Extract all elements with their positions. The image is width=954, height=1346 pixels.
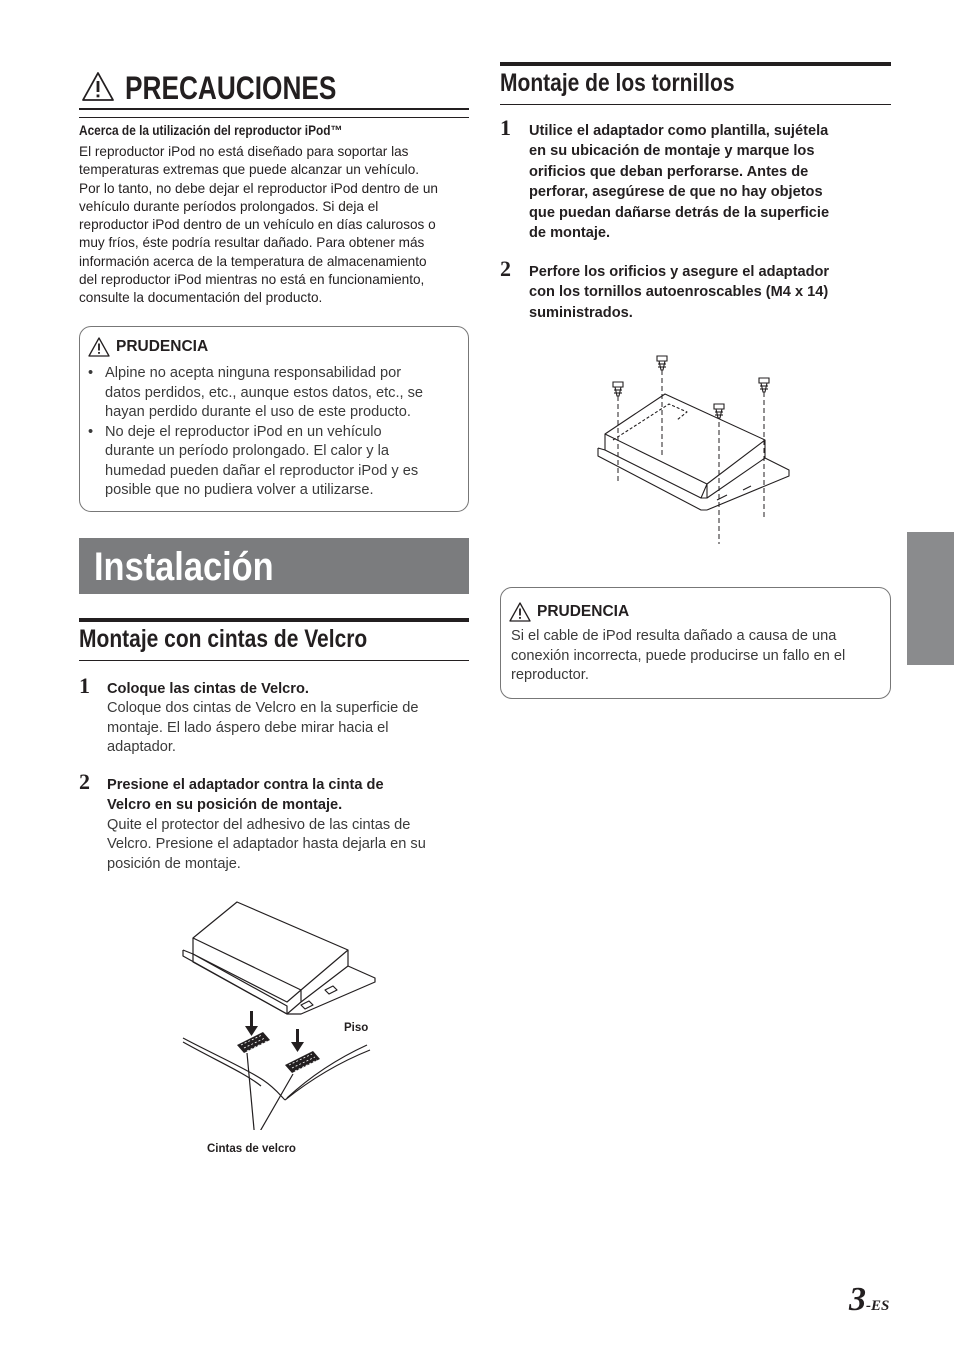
- list-item: • Alpine no acepta ninguna responsabilidad por datos perdidos, etc., aunque estos datos, etc., se hayan perdido durante el uso de este producto.: [80, 364, 465, 423]
- caution-box-2: [500, 587, 891, 699]
- instalacion-title: Instalación: [94, 545, 274, 589]
- caution-text-2: Si el cable de iPod resulta dañado a causa de una conexión incorrecta, puede producirse un fallo en el reproductor.: [511, 628, 846, 683]
- caution-title-2: PRUDENCIA: [509, 602, 629, 622]
- warning-icon: [81, 71, 115, 102]
- warning-icon: [88, 337, 110, 357]
- arrow-down-icon: [291, 1029, 304, 1052]
- tornillos-title: Montaje de los tornillos: [500, 69, 735, 97]
- screw-icon: [657, 356, 667, 370]
- tornillos-step-2: Perfore los orificios y asegure el adaptador con los tornillos autoenroscables (M4 x 14) suministrados.: [529, 264, 830, 321]
- ipod-paragraph: El reproductor iPod no está diseñado para soportar las temperaturas extremas que puede alcanzar un vehículo. Por lo tanto, no debe dejar el reproductor iPod dentro de un vehículo durante períodos prolongados. Si deja el reproductor iPod dentro de un vehículo en días calurosos o muy fríos, éste podría resultar dañado. Para obtener más información acerca de la temperatura de almacenamiento del reproductor iPod mientras no está en funcionamiento, consulte la documentación del producto.: [79, 144, 438, 306]
- tornillos-step-2-number: 2: [500, 256, 511, 281]
- tornillos-top-rule: [500, 62, 891, 66]
- side-tab: [907, 532, 954, 665]
- screw-mounting-illustration: [593, 348, 793, 554]
- caution-title-1: PRUDENCIA: [88, 337, 208, 357]
- tornillos-step-1: Utilice el adaptador como plantilla, sujétela en su ubicación de montaje y marque los orificios que deban perforarse. Antes de perforar, asegúrese de que no hay objetos que puedan dañarse detrás de la superficie de montaje.: [529, 123, 830, 242]
- caution-box-1: [79, 326, 469, 512]
- precauciones-rule-thin: [79, 117, 469, 118]
- instalacion-banner: [79, 538, 469, 594]
- arrow-down-icon: [245, 1011, 258, 1036]
- figure-label-tapes: Cintas de velcro: [207, 1143, 296, 1155]
- page-number: 3-ES: [849, 1281, 890, 1318]
- screw-icon: [759, 378, 769, 392]
- velcro-bottom-rule: [79, 660, 469, 661]
- precauciones-header: [79, 68, 469, 108]
- velcro-title: Montaje con cintas de Velcro: [79, 625, 368, 653]
- caution-list-1: [80, 364, 465, 501]
- velcro-top-rule: [79, 618, 469, 622]
- velcro-step-2-number: 2: [79, 769, 90, 794]
- velcro-mounting-illustration: [175, 890, 385, 1130]
- velcro-step-1: Coloque las cintas de Velcro. Coloque dos cintas de Velcro en la superficie de montaje. El lado áspero debe mirar hacia el adaptador.: [107, 681, 419, 756]
- precauciones-title: PRECAUCIONES: [125, 70, 337, 106]
- precauciones-rule: [79, 108, 469, 110]
- velcro-tape-icon: [285, 1051, 320, 1073]
- screw-icon: [613, 382, 623, 396]
- tornillos-bottom-rule: [500, 104, 891, 105]
- velcro-step-2: Presione el adaptador contra la cinta de Velcro en su posición de montaje. Quite el protector del adhesivo de las cintas de Velcro. Presione el adaptador hasta dejarla en su posición de montaje.: [107, 777, 426, 872]
- figure-label-floor: Piso: [344, 1022, 369, 1034]
- velcro-tape-icon: [237, 1032, 270, 1053]
- tornillos-step-1-number: 1: [500, 115, 511, 140]
- screw-icon: [714, 404, 724, 418]
- ipod-heading: Acerca de la utilización del reproductor iPod™: [79, 123, 343, 138]
- list-item: • No deje el reproductor iPod en un vehículo durante un período prolongado. El calor y la humedad pueden dañar el reproductor iPod y es posible que no pudiera volver a utilizarse.: [80, 423, 465, 501]
- velcro-step-1-number: 1: [79, 673, 90, 698]
- warning-icon: [509, 602, 531, 622]
